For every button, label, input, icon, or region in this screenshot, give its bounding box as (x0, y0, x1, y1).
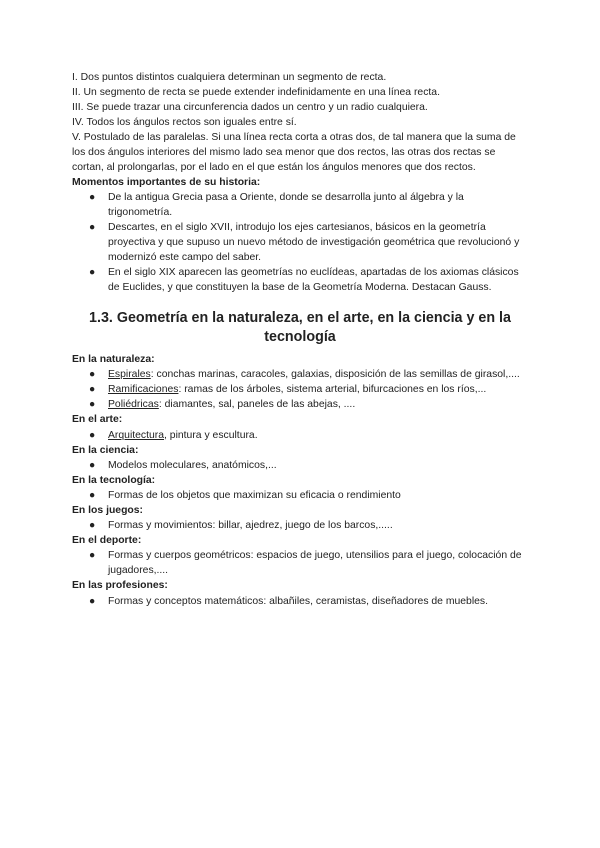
axiom-5: V. Postulado de las paralelas. Si una línea recta corta a otras dos, de tal manera que la suma de los dos ángulos interiores del mismo lado sea menor que dos rectos, las otras dos rectas se cortan, al prolongarlas, por el lado en el que están los ángulos menores que dos rectos. (72, 132, 516, 173)
history-list (72, 190, 528, 295)
list-item: ● Ramificaciones: ramas de los árboles, sistema arterial, bifurcaciones en los ríos,... (89, 384, 487, 396)
tecnologia-heading: En la tecnología: (72, 474, 156, 486)
juegos-heading: En los juegos: (72, 505, 144, 517)
bullet-icon: ● (89, 369, 96, 381)
term-link[interactable]: Ramificaciones (108, 384, 179, 396)
bullet-icon: ● (89, 267, 96, 279)
axiom-3: III. Se puede trazar una circunferencia dados un centro y un radio cualquiera. (72, 102, 428, 113)
naturaleza-heading: En la naturaleza: (72, 354, 155, 366)
bullet-icon: ● (89, 520, 96, 532)
bullet-icon: ● (89, 222, 96, 234)
bullet-icon: ● (89, 490, 96, 502)
axiom-4: IV. Todos los ángulos rectos son iguales entre sí. (72, 117, 297, 128)
list-item: ● De la antigua Grecia pasa a Oriente, donde se desarrolla junto al álgebra y la trigonometría. (89, 192, 464, 219)
list-item: ● Modelos moleculares, anatómicos,... (89, 459, 277, 471)
arte-heading: En el arte: (72, 414, 123, 426)
document-content (72, 70, 528, 609)
ciencia-heading: En la ciencia: (72, 444, 139, 456)
bullet-icon: ● (89, 459, 96, 471)
section-title: 1.3. Geometría en la naturaleza, en el arte, en la ciencia y en la tecnología (89, 310, 511, 346)
list-item: ● Descartes, en el siglo XVII, introdujo los ejes cartesianos, básicos en la geometría proyectiva y que supuso un nuevo método de investigación geométrica que revolucionó y modernizó este campo del saber. (89, 222, 520, 264)
list-item: ● Formas de los objetos que maximizan su eficacia o rendimiento (89, 490, 401, 502)
term-link[interactable]: Poliédricas (108, 399, 159, 411)
ciencia-list (72, 458, 528, 473)
bullet-icon: ● (89, 399, 96, 411)
list-item: ● Arquitectura, pintura y escultura. (89, 429, 258, 441)
bullet-icon: ● (89, 192, 96, 204)
arte-list (72, 428, 528, 443)
bullet-icon: ● (89, 595, 96, 607)
deporte-heading: En el deporte: (72, 535, 142, 547)
term-link[interactable]: Arquitectura (108, 429, 165, 441)
profesiones-heading: En las profesiones: (72, 580, 168, 592)
list-item: ● Formas y movimientos: billar, ajedrez, juego de los barcos,..... (89, 520, 393, 532)
list-item: ● Poliédricas: diamantes, sal, paneles de las abejas, .... (89, 399, 356, 411)
bullet-icon: ● (89, 550, 96, 562)
list-item: ● En el siglo XIX aparecen las geometrías no euclídeas, apartadas de los axiomas clásicos de Euclides, y que constituyen la base de la Geometría Moderna. Destacan Gauss. (89, 267, 519, 294)
tecnologia-list (72, 488, 528, 503)
history-heading: Momentos importantes de su historia: (72, 177, 261, 188)
naturaleza-list (72, 367, 528, 412)
deporte-list (72, 548, 528, 578)
term-link[interactable]: Espirales (108, 369, 151, 381)
axiom-2: II. Un segmento de recta se puede extender indefinidamente en una línea recta. (72, 87, 440, 98)
axiom-1: I. Dos puntos distintos cualquiera determinan un segmento de recta. (72, 72, 387, 83)
bullet-icon: ● (89, 429, 96, 441)
profesiones-list (72, 594, 528, 609)
juegos-list (72, 518, 528, 533)
list-item: ● Formas y cuerpos geométricos: espacios de juego, utensilios para el juego, colocación de jugadores,.... (89, 550, 522, 577)
bullet-icon: ● (89, 384, 96, 396)
list-item: ● Espirales: conchas marinas, caracoles, galaxias, disposición de las semillas de girasol,.... (89, 369, 520, 381)
list-item: ● Formas y conceptos matemáticos: albañiles, ceramistas, diseñadores de muebles. (89, 595, 489, 607)
